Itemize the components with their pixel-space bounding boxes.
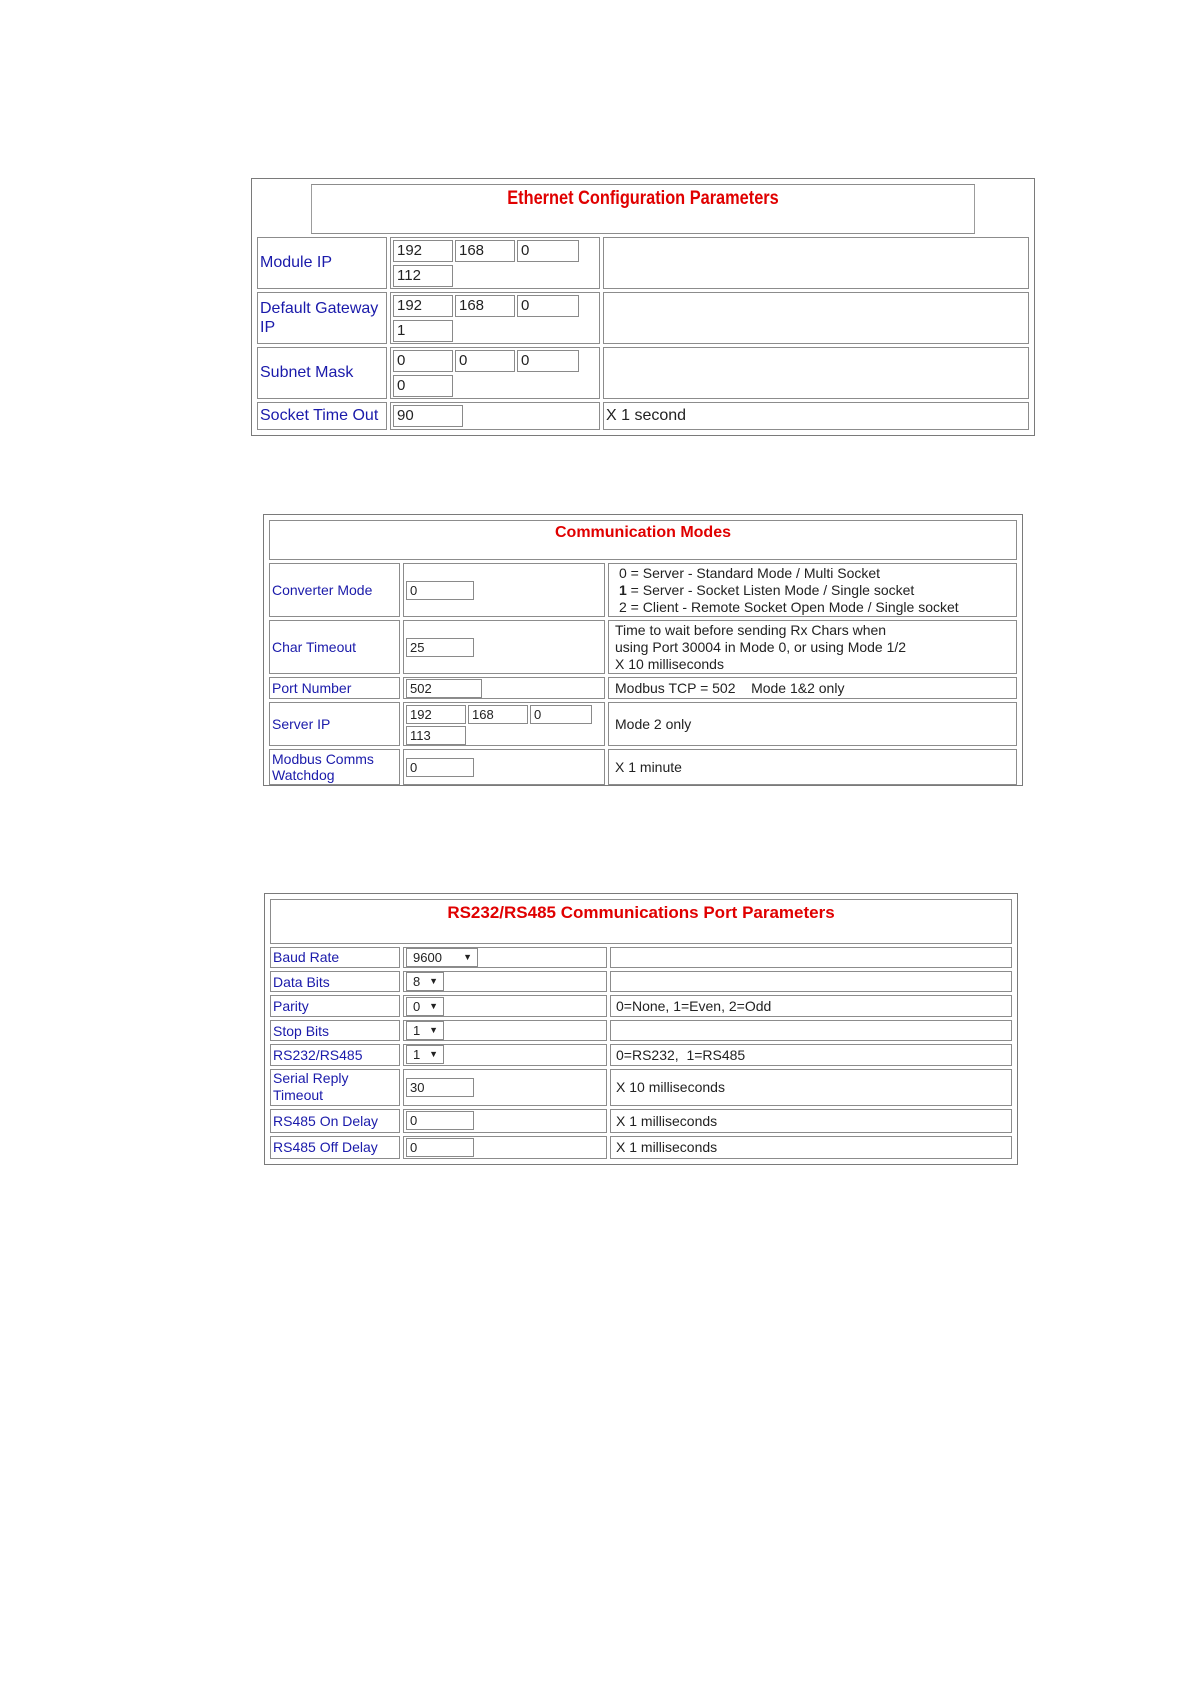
converter-mode-desc [608, 563, 1017, 617]
char-timeout-input[interactable]: 25 [406, 638, 474, 657]
char-timeout-desc-line2: using Port 30004 in Mode 0, or using Mode 1/2 [615, 638, 907, 655]
server-ip-octet-2[interactable]: 168 [468, 705, 528, 724]
gateway-desc [603, 292, 1029, 344]
parity-desc: 0=None, 1=Even, 2=Odd [610, 995, 1012, 1016]
chevron-down-icon: ▼ [429, 976, 438, 987]
communication-modes-panel [263, 514, 1023, 786]
chevron-down-icon: ▼ [429, 1000, 438, 1011]
gateway-octet-3[interactable]: 0 [517, 295, 579, 317]
converter-mode-input[interactable]: 0 [406, 581, 474, 600]
comm-modes-title: Communication Modes [269, 520, 1017, 560]
chevron-down-icon: ▼ [463, 951, 472, 962]
server-ip-label: Server IP [269, 702, 400, 746]
reply-timeout-label-line1: Serial Reply [273, 1070, 349, 1087]
baud-rate-desc [610, 947, 1012, 968]
ethernet-title: Ethernet Configuration Parameters [311, 184, 975, 234]
socket-timeout-input[interactable]: 90 [393, 405, 463, 427]
data-bits-value: 8 [413, 974, 421, 990]
data-bits-select[interactable] [406, 972, 444, 991]
off-delay-desc: X 1 milliseconds [610, 1136, 1012, 1159]
data-bits-desc [610, 971, 1012, 992]
port-number-label: Port Number [269, 677, 400, 699]
gateway-octet-1[interactable]: 192 [393, 295, 453, 317]
stop-bits-desc [610, 1020, 1012, 1041]
off-delay-label: RS485 Off Delay [270, 1136, 400, 1159]
converter-mode-desc-line1: 0 = Server - Standard Mode / Multi Socket [619, 564, 881, 581]
rs-mode-desc: 0=RS232, 1=RS485 [610, 1044, 1012, 1065]
on-delay-label: RS485 On Delay [270, 1109, 400, 1132]
parity-select[interactable] [406, 997, 444, 1016]
module-ip-octet-2[interactable]: 168 [455, 240, 515, 262]
on-delay-input[interactable]: 0 [406, 1111, 474, 1130]
baud-rate-label: Baud Rate [270, 947, 400, 968]
server-ip-octet-3[interactable]: 0 [530, 705, 592, 724]
server-ip-octet-4[interactable]: 113 [406, 726, 466, 745]
module-ip-octet-4[interactable]: 112 [393, 265, 453, 287]
stop-bits-select[interactable] [406, 1021, 444, 1040]
subnet-label: Subnet Mask [257, 347, 387, 399]
char-timeout-desc-line3: X 10 milliseconds [615, 655, 724, 672]
baud-rate-select[interactable] [406, 948, 478, 967]
chevron-down-icon: ▼ [429, 1025, 438, 1035]
gateway-label [257, 292, 387, 344]
subnet-octet-1[interactable]: 0 [393, 350, 453, 372]
chevron-down-icon: ▼ [429, 1049, 438, 1060]
gateway-octet-4[interactable]: 1 [393, 320, 453, 342]
gateway-label-line2: IP [260, 319, 276, 336]
watchdog-label-line1: Modbus Comms [272, 751, 374, 767]
watchdog-label-line2: Watchdog [272, 767, 335, 783]
char-timeout-desc [608, 620, 1017, 674]
baud-rate-value: 9600 [413, 949, 442, 965]
stop-bits-value: 1 [413, 1023, 421, 1038]
reply-timeout-desc: X 10 milliseconds [610, 1069, 1012, 1107]
ethernet-config-panel [251, 178, 1035, 436]
parity-value: 0 [413, 998, 421, 1014]
stop-bits-label: Stop Bits [270, 1020, 400, 1041]
socket-timeout-desc: X 1 second [603, 402, 1029, 430]
char-timeout-desc-line1: Time to wait before sending Rx Chars when [615, 621, 887, 638]
subnet-desc [603, 347, 1029, 399]
server-ip-desc: Mode 2 only [608, 702, 1017, 746]
parity-label: Parity [270, 995, 400, 1016]
port-number-input[interactable]: 502 [406, 679, 482, 698]
subnet-octet-4[interactable]: 0 [393, 375, 453, 397]
reply-timeout-label-line2: Timeout [273, 1087, 324, 1104]
converter-mode-desc-line2: = Server - Socket Listen Mode / Single socket [626, 581, 915, 598]
off-delay-input[interactable]: 0 [406, 1138, 474, 1157]
serial-title: RS232/RS485 Communications Port Parameters [270, 899, 1012, 944]
subnet-octet-3[interactable]: 0 [517, 350, 579, 372]
module-ip-octet-1[interactable]: 192 [393, 240, 453, 262]
reply-timeout-label [270, 1069, 400, 1107]
watchdog-input[interactable]: 0 [406, 758, 474, 777]
converter-mode-desc-line2-bold: 1 [619, 581, 627, 598]
watchdog-label [269, 749, 400, 785]
rs-mode-select[interactable] [406, 1045, 444, 1064]
subnet-octet-2[interactable]: 0 [455, 350, 515, 372]
reply-timeout-input[interactable]: 30 [406, 1078, 474, 1097]
gateway-octet-2[interactable]: 168 [455, 295, 515, 317]
gateway-label-line1: Default Gateway [260, 300, 379, 317]
port-number-desc: Modbus TCP = 502 Mode 1&2 only [608, 677, 1017, 699]
module-ip-label: Module IP [257, 237, 387, 289]
server-ip-octet-1[interactable]: 192 [406, 705, 466, 724]
data-bits-label: Data Bits [270, 971, 400, 992]
watchdog-desc: X 1 minute [608, 749, 1017, 785]
module-ip-desc [603, 237, 1029, 289]
converter-mode-label: Converter Mode [269, 563, 400, 617]
rs-mode-value: 1 [413, 1047, 421, 1063]
converter-mode-desc-line3: 2 = Client - Remote Socket Open Mode / Single socket [619, 598, 959, 615]
rs-mode-label: RS232/RS485 [270, 1044, 400, 1065]
socket-timeout-label: Socket Time Out [257, 402, 387, 430]
serial-port-panel [264, 893, 1018, 1165]
module-ip-octet-3[interactable]: 0 [517, 240, 579, 262]
on-delay-desc: X 1 milliseconds [610, 1109, 1012, 1132]
char-timeout-label: Char Timeout [269, 620, 400, 674]
